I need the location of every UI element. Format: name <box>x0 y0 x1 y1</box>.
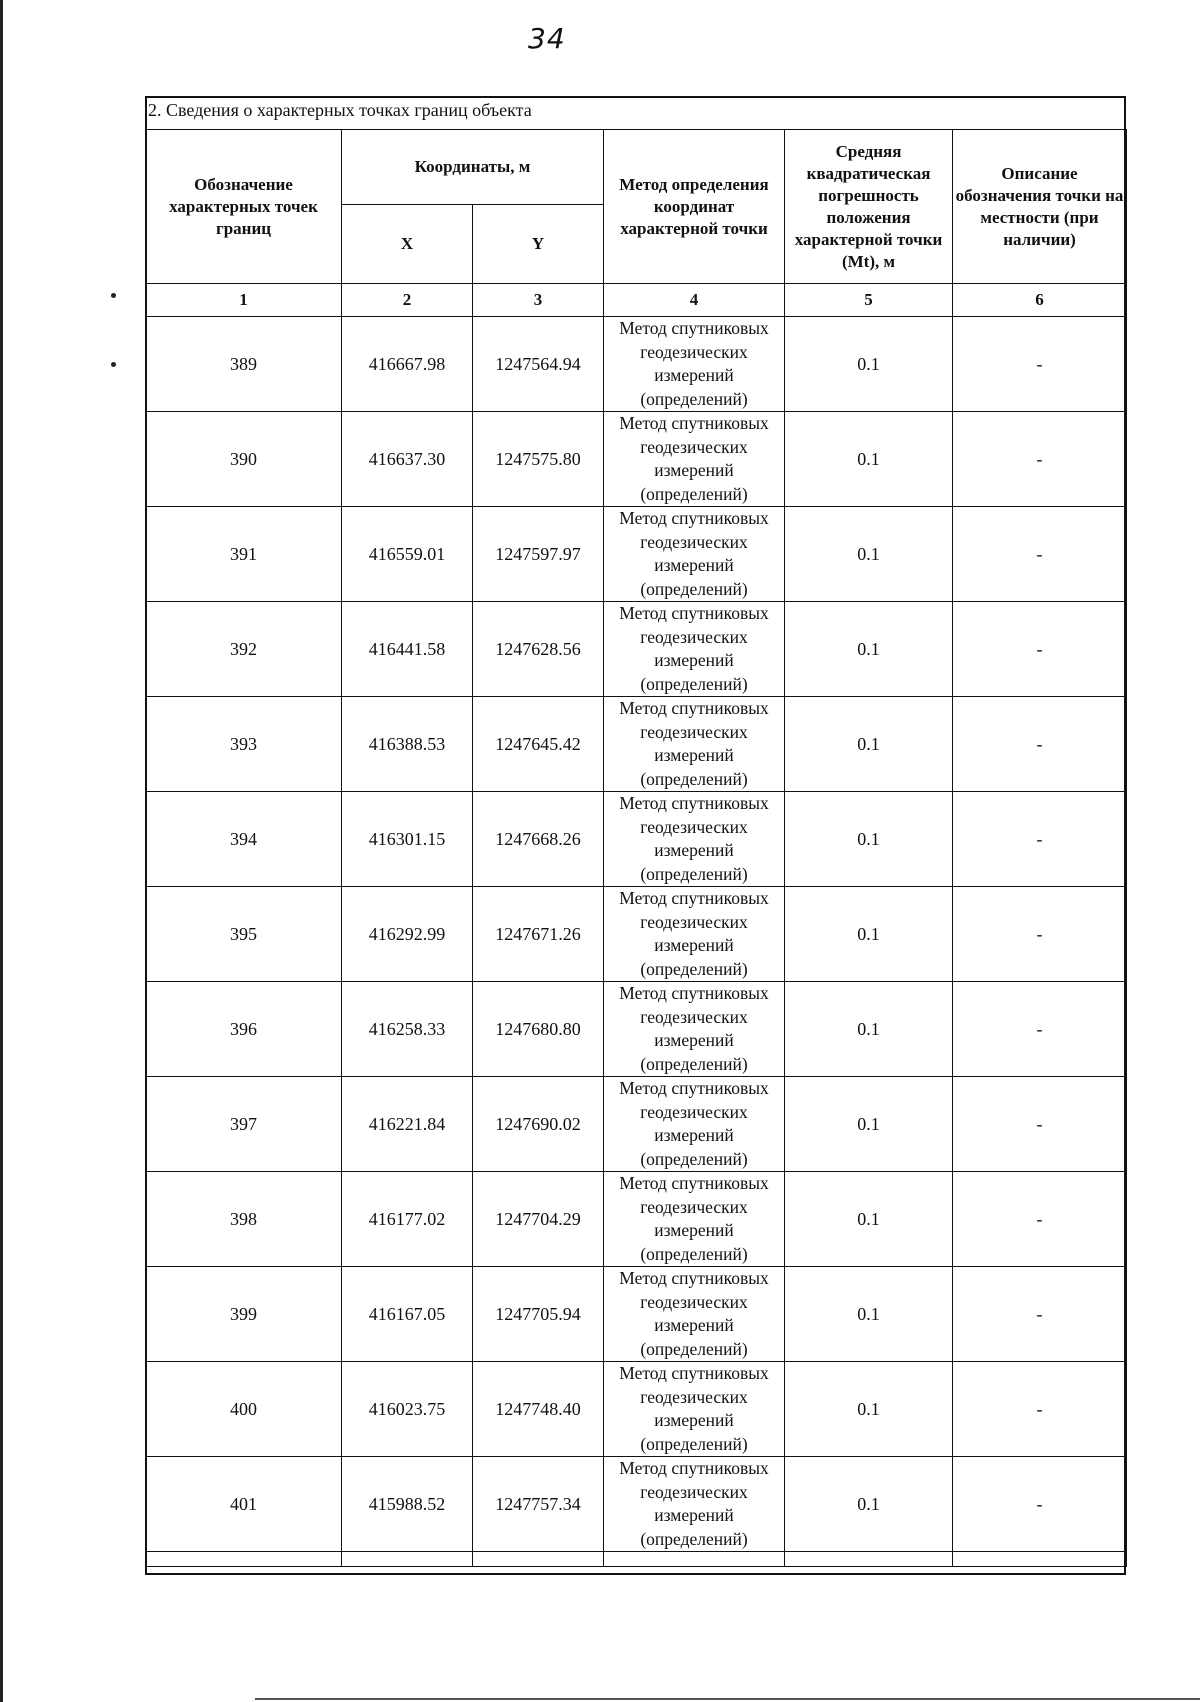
description-cell: - <box>953 1362 1127 1457</box>
empty-cell <box>146 1552 342 1567</box>
empty-row <box>146 1552 1127 1567</box>
description-cell: - <box>953 602 1127 697</box>
header-error: Средняя квадратическая погрешность положения характерной точки (Mt), м <box>785 130 953 284</box>
point-cell: 394 <box>146 792 342 887</box>
y-cell: 1247564.94 <box>473 317 604 412</box>
y-cell: 1247704.29 <box>473 1172 604 1267</box>
description-cell: - <box>953 1172 1127 1267</box>
points-table <box>145 129 1127 1567</box>
table-row <box>146 982 1127 1077</box>
description-cell: - <box>953 507 1127 602</box>
description-cell: - <box>953 982 1127 1077</box>
scan-edge-left <box>0 0 3 1702</box>
x-cell: 416023.75 <box>342 1362 473 1457</box>
x-cell: 416221.84 <box>342 1077 473 1172</box>
y-cell: 1247668.26 <box>473 792 604 887</box>
header-y: Y <box>473 205 604 284</box>
x-cell: 416301.15 <box>342 792 473 887</box>
y-cell: 1247748.40 <box>473 1362 604 1457</box>
x-cell: 416258.33 <box>342 982 473 1077</box>
x-cell: 416559.01 <box>342 507 473 602</box>
method-cell: Метод спутниковых геодезических измерений (определений) <box>604 982 785 1077</box>
table-row <box>146 412 1127 507</box>
table-row <box>146 1077 1127 1172</box>
x-cell: 415988.52 <box>342 1457 473 1552</box>
column-number: 1 <box>146 284 342 317</box>
scan-edge-bottom <box>255 1698 1200 1700</box>
point-cell: 396 <box>146 982 342 1077</box>
column-number: 5 <box>785 284 953 317</box>
x-cell: 416667.98 <box>342 317 473 412</box>
column-number: 6 <box>953 284 1127 317</box>
header-x: X <box>342 205 473 284</box>
header-method: Метод определения координат характерной точки <box>604 130 785 284</box>
error-cell: 0.1 <box>785 887 953 982</box>
table-row <box>146 697 1127 792</box>
table-row <box>146 507 1127 602</box>
error-cell: 0.1 <box>785 1172 953 1267</box>
point-cell: 400 <box>146 1362 342 1457</box>
y-cell: 1247575.80 <box>473 412 604 507</box>
x-cell: 416441.58 <box>342 602 473 697</box>
header-coordinates: Координаты, м <box>342 130 604 205</box>
table-row <box>146 1172 1127 1267</box>
error-cell: 0.1 <box>785 602 953 697</box>
table-row <box>146 792 1127 887</box>
y-cell: 1247645.42 <box>473 697 604 792</box>
method-cell: Метод спутниковых геодезических измерений (определений) <box>604 1362 785 1457</box>
method-cell: Метод спутниковых геодезических измерений (определений) <box>604 412 785 507</box>
table-row <box>146 1362 1127 1457</box>
column-number: 4 <box>604 284 785 317</box>
page-number: 34 <box>528 22 566 55</box>
method-cell: Метод спутниковых геодезических измерений (определений) <box>604 1267 785 1362</box>
description-cell: - <box>953 697 1127 792</box>
method-cell: Метод спутниковых геодезических измерений (определений) <box>604 887 785 982</box>
column-number: 3 <box>473 284 604 317</box>
y-cell: 1247680.80 <box>473 982 604 1077</box>
error-cell: 0.1 <box>785 1267 953 1362</box>
x-cell: 416167.05 <box>342 1267 473 1362</box>
table-row <box>146 1457 1127 1552</box>
point-cell: 398 <box>146 1172 342 1267</box>
error-cell: 0.1 <box>785 1457 953 1552</box>
method-cell: Метод спутниковых геодезических измерений (определений) <box>604 697 785 792</box>
point-cell: 389 <box>146 317 342 412</box>
header-description: Описание обозначения точки на местности (при наличии) <box>953 130 1127 284</box>
error-cell: 0.1 <box>785 317 953 412</box>
x-cell: 416292.99 <box>342 887 473 982</box>
table-row <box>146 602 1127 697</box>
method-cell: Метод спутниковых геодезических измерений (определений) <box>604 1457 785 1552</box>
table-row <box>146 1267 1127 1362</box>
y-cell: 1247690.02 <box>473 1077 604 1172</box>
point-cell: 397 <box>146 1077 342 1172</box>
empty-cell <box>953 1552 1127 1567</box>
description-cell: - <box>953 887 1127 982</box>
method-cell: Метод спутниковых геодезических измерений (определений) <box>604 507 785 602</box>
margin-dot <box>111 362 116 367</box>
error-cell: 0.1 <box>785 507 953 602</box>
table-row <box>146 317 1127 412</box>
error-cell: 0.1 <box>785 792 953 887</box>
empty-cell <box>785 1552 953 1567</box>
point-cell: 390 <box>146 412 342 507</box>
method-cell: Метод спутниковых геодезических измерений (определений) <box>604 792 785 887</box>
error-cell: 0.1 <box>785 1077 953 1172</box>
margin-dot <box>111 293 116 298</box>
x-cell: 416637.30 <box>342 412 473 507</box>
error-cell: 0.1 <box>785 1362 953 1457</box>
column-number-row <box>146 284 1127 317</box>
error-cell: 0.1 <box>785 697 953 792</box>
y-cell: 1247671.26 <box>473 887 604 982</box>
point-cell: 399 <box>146 1267 342 1362</box>
x-cell: 416177.02 <box>342 1172 473 1267</box>
description-cell: - <box>953 1267 1127 1362</box>
description-cell: - <box>953 317 1127 412</box>
header-designation: Обозначение характерных точек границ <box>146 130 342 284</box>
error-cell: 0.1 <box>785 412 953 507</box>
method-cell: Метод спутниковых геодезических измерений (определений) <box>604 317 785 412</box>
point-cell: 395 <box>146 887 342 982</box>
y-cell: 1247628.56 <box>473 602 604 697</box>
error-cell: 0.1 <box>785 982 953 1077</box>
table-row <box>146 887 1127 982</box>
point-cell: 393 <box>146 697 342 792</box>
description-cell: - <box>953 792 1127 887</box>
method-cell: Метод спутниковых геодезических измерений (определений) <box>604 1172 785 1267</box>
y-cell: 1247757.34 <box>473 1457 604 1552</box>
method-cell: Метод спутниковых геодезических измерений (определений) <box>604 1077 785 1172</box>
empty-cell <box>473 1552 604 1567</box>
empty-cell <box>342 1552 473 1567</box>
description-cell: - <box>953 1457 1127 1552</box>
point-cell: 392 <box>146 602 342 697</box>
empty-cell <box>604 1552 785 1567</box>
section-title: 2. Сведения о характерных точках границ объекта <box>148 100 532 120</box>
y-cell: 1247705.94 <box>473 1267 604 1362</box>
description-cell: - <box>953 1077 1127 1172</box>
method-cell: Метод спутниковых геодезических измерений (определений) <box>604 602 785 697</box>
description-cell: - <box>953 412 1127 507</box>
column-number: 2 <box>342 284 473 317</box>
point-cell: 401 <box>146 1457 342 1552</box>
y-cell: 1247597.97 <box>473 507 604 602</box>
point-cell: 391 <box>146 507 342 602</box>
x-cell: 416388.53 <box>342 697 473 792</box>
